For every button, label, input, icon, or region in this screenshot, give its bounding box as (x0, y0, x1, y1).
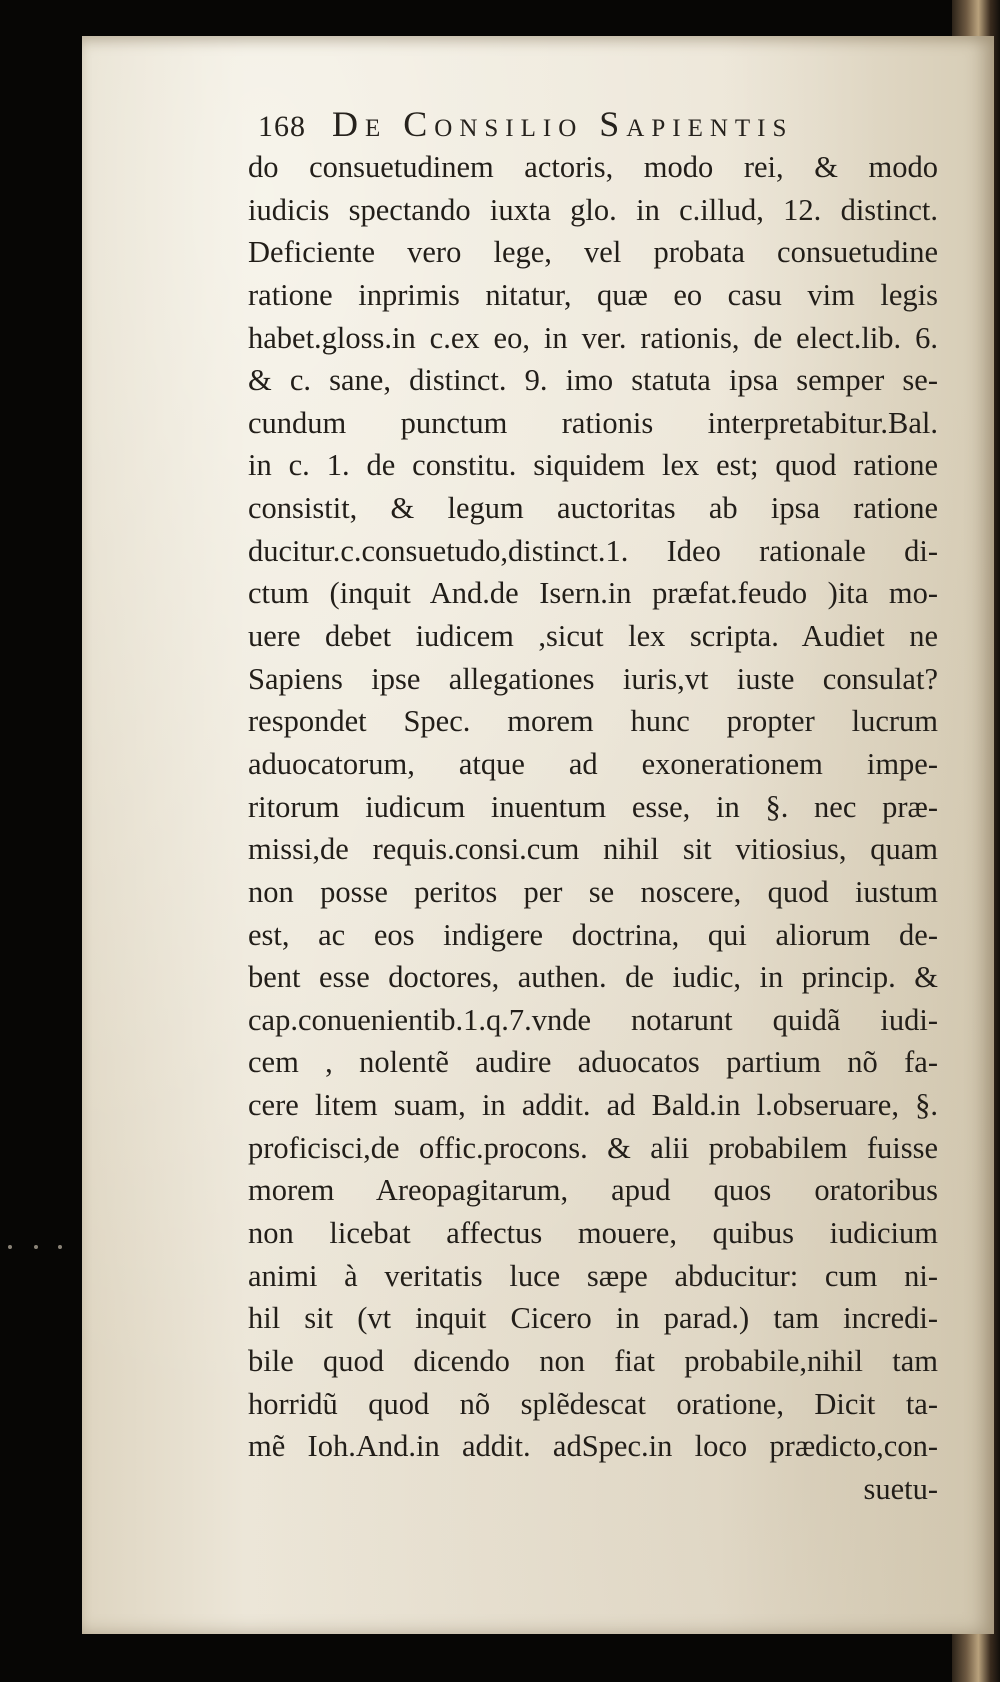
text-line: ducitur.c.consuetudo,distinct.1. Ideo rationale di- (248, 533, 938, 568)
text-line: mẽ Ioh.And.in addit. adSpec.in loco prædicto,con- (248, 1429, 938, 1464)
text-line: non posse peritos per se noscere, quod iustum (248, 874, 938, 909)
text-line: uere debet iudicem ,sicut lex scripta. Audiet ne (248, 619, 938, 654)
page-number: 168 (258, 110, 306, 143)
text-line: est, ac eos indigere doctrina, qui aliorum de- (248, 917, 938, 952)
text-line: morem Areopagitarum, apud quos oratoribus (248, 1173, 938, 1208)
text-line: cere litem suam, in addit. ad Bald.in l.obseruare, §. (248, 1088, 938, 1123)
text-line: in c. 1. de constitu. siquidem lex est; quod ratione (248, 448, 938, 483)
text-line: horridũ quod nõ splẽdescat oratione, Dicit ta- (248, 1386, 938, 1421)
text-line: ratione inprimis nitatur, quæ eo casu vim legis (248, 277, 938, 312)
text-line: respondet Spec. morem hunc propter lucrum (248, 704, 938, 739)
text-line: bent esse doctores, authen. de iudic, in princip. & (248, 960, 938, 995)
text-line: do consuetudinem actoris, modo rei, & modo (248, 150, 938, 184)
text-line: non licebat affectus mouere, quibus iudicium (248, 1216, 938, 1251)
text-line: & c. sane, distinct. 9. imo statuta ipsa semper se- (248, 363, 938, 398)
text-line: cem , nolentẽ audire aduocatos partium nõ fa- (248, 1045, 938, 1080)
speck (58, 1245, 62, 1249)
text-line: cap.conuenientib.1.q.7.vnde notarunt quidã iudi- (248, 1002, 938, 1037)
text-line: habet.gloss.in c.ex eo, in ver. rationis, de elect.lib. 6. (248, 320, 938, 355)
text-line: bile quod dicendo non fiat probabile,nihil tam (248, 1343, 938, 1378)
text-line: aduocatorum, atque ad exonerationem impe- (248, 746, 938, 781)
text-line: ctum (inquit And.de Isern.in præfat.feudo )ita mo- (248, 576, 938, 611)
text-line: hil sit (vt inquit Cicero in parad.) tam incredi- (248, 1301, 938, 1336)
text-line: animi à veritatis luce sæpe abducitur: cum ni- (248, 1258, 938, 1293)
running-title: De Consilio Sapientis (332, 104, 794, 144)
text-line: consistit, & legum auctoritas ab ipsa ratione (248, 491, 938, 526)
text-line: proficisci,de offic.procons. & alii probabilem fuisse (248, 1130, 938, 1165)
text-line: missi,de requis.consi.cum nihil sit vitiosius, quam (248, 832, 938, 867)
dust-specks (0, 0, 80, 1682)
text-line: iudicis spectando iuxta glo. in c.illud, 12. distinct. (248, 192, 938, 227)
catchword: suetu- (863, 1471, 938, 1506)
text-line: cundum punctum rationis interpretabitur.Bal. (248, 405, 938, 440)
text-line: ritorum iudicum inuentum esse, in §. nec præ- (248, 789, 938, 824)
text-line: Deficiente vero lege, vel probata consuetudine (248, 235, 938, 270)
text-line: Sapiens ipse allegationes iuris,vt iuste consulat? (248, 661, 938, 696)
speck (34, 1245, 38, 1249)
speck (8, 1245, 12, 1249)
body-text (248, 146, 938, 1511)
